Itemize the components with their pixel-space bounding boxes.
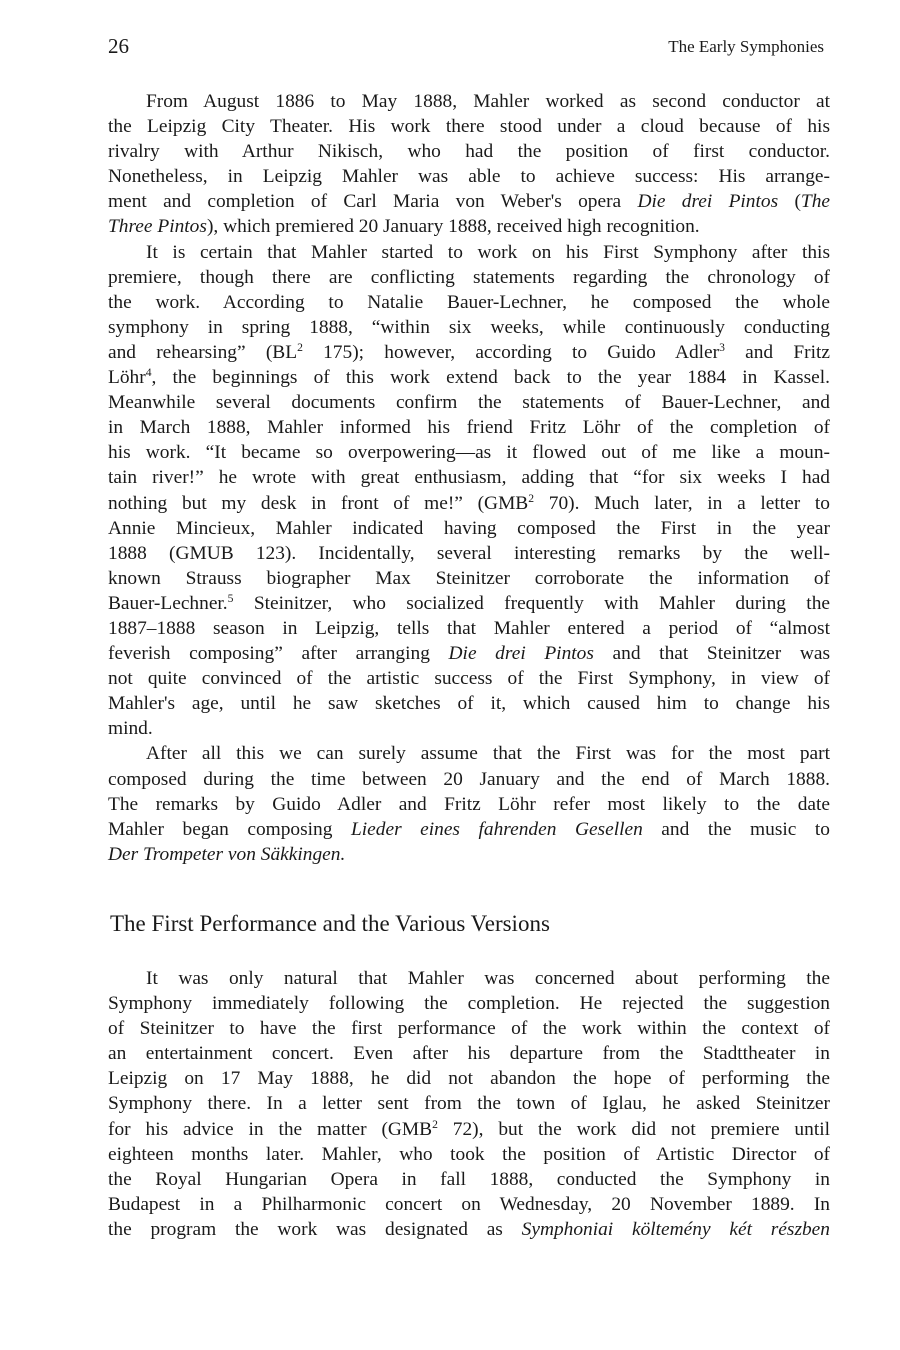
body-text-lower [108,966,830,1242]
text-line: premiere, though there are conflicting statements regarding the chronology of [108,266,830,288]
superscript: 2 [432,1117,438,1131]
text-line: It was only natural that Mahler was concerned about performing the [146,968,830,989]
text-line: Bauer-Lechner.$^5$ Steinitzer, who socialized frequently with Mahler during the [108,591,830,614]
text-line: It is certain that Mahler started to work on his First Symphony after this [146,241,830,263]
text-line: of Steinitzer to have the first performance of the work within the context of [108,1018,830,1040]
text-line: mind. [108,718,153,740]
text-line: Leipzig on 17 May 1888, he did not abandon the hope of performing the [108,1068,830,1090]
text-line: 1888 (GMUB 123). Incidentally, several interesting remarks by the well- [108,542,830,564]
text-line: in March 1888, Mahler informed his friend Fritz Löhr of the completion of [108,417,830,439]
text-line: Annie Mincieux, Mahler indicated having composed the First in the year [108,517,830,539]
text-line: known Strauss biographer Max Steinitzer corroborate the information of [108,567,830,589]
text-line: tain river!” he wrote with great enthusiasm, adding that “for six weeks I had [108,467,830,489]
body-text-upper [108,89,830,867]
text-line: Budapest in a Philharmonic concert on Wednesday, 20 November 1889. In [108,1193,830,1215]
text-line: After all this we can surely assume that the First was for the most part [146,743,830,765]
text-line: composed during the time between 20 January and the end of March 1888. [108,768,830,790]
text-line: Symphony immediately following the completion. He rejected the suggestion [108,993,830,1015]
text-line: for his advice in the matter (GMB$^2$ 72), but the work did not premiere until [108,1117,830,1140]
text-line: symphony in spring 1888, “within six weeks, while continuously conducting [108,316,830,338]
text-line: Nonetheless, in Leipzig Mahler was able to achieve success: His arrange- [108,166,830,188]
text-line: not quite convinced of the artistic success of the First Symphony, in view of [108,668,830,690]
text-line: From August 1886 to May 1888, Mahler worked as second conductor at [146,91,830,112]
footnote-marker: 4 [145,366,152,380]
text-line: his work. “It became so overpowering—as it flowed out of me like a moun- [108,442,830,464]
text-line: the Leipzig City Theater. His work there stood under a cloud because of his [108,116,830,138]
text-line: the Royal Hungarian Opera in fall 1888, conducted the Symphony in [108,1168,830,1190]
text-line: The remarks by Guido Adler and Fritz Löhr refer most likely to the date [108,793,830,815]
text-line: and rehearsing” ($BL^2$ 175); however, according to Guido Adler$^3$ and Fritz [108,340,830,363]
running-head: The Early Symphonies [668,37,824,56]
program-title: Symphoniai költemény két részben [521,1218,830,1240]
footnote-marker: 3 [719,340,725,354]
text-line: feverish composing” after arranging Die drei Pintos and that Steinitzer was [108,643,831,665]
text-line: Three Pintos), which premiered 20 January 1888, received high recognition. [108,216,700,238]
section-heading: The First Performance and the Various Versions [110,911,550,936]
superscript: 2 [528,491,535,505]
work-title: Lieder eines fahrenden Gesellen [350,818,643,840]
text-line: ment and completion of Carl Maria von Weber's opera Die drei Pintos (The [108,191,830,213]
text-line: rivalry with Arthur Nikisch, who had the position of first conductor. [108,141,830,163]
opera-title: Die drei Pintos [448,643,594,665]
text-line: Löhr$^4$, the beginnings of this work extend back to the year 1884 in Kassel. [108,366,830,389]
text-line: the program the work was designated as Symphoniai költemény két részben [108,1218,830,1240]
text-line: eighteen months later. Mahler, who took the position of Artistic Director of [108,1143,830,1165]
text-line: nothing but my desk in front of me!” (GMB$^2$ 70). Much later, in a letter to [108,491,830,514]
text-line: an entertainment concert. Even after his departure from the Stadttheater in [108,1043,830,1065]
page-number: 26 [108,34,129,58]
text-line: Mahler's age, until he saw sketches of it, which caused him to change his [108,693,830,715]
superscript: 2 [297,340,303,354]
footnote-marker: 5 [227,591,234,605]
text-line: Der Trompeter von Säkkingen. [108,843,346,865]
text-line: the work. According to Natalie Bauer-Lechner, he composed the whole [108,291,830,313]
text-line: Symphony there. In a letter sent from the town of Iglau, he asked Steinitzer [108,1093,830,1115]
opera-title: Die drei Pintos [637,191,779,213]
text-line: Meanwhile several documents confirm the statements of Bauer-Lechner, and [108,392,830,414]
text-line: 1887–1888 season in Leipzig, tells that Mahler entered a period of “almost [108,617,830,639]
text-line: Mahler began composing Lieder eines fahrenden Gesellen and the music to [108,818,830,840]
